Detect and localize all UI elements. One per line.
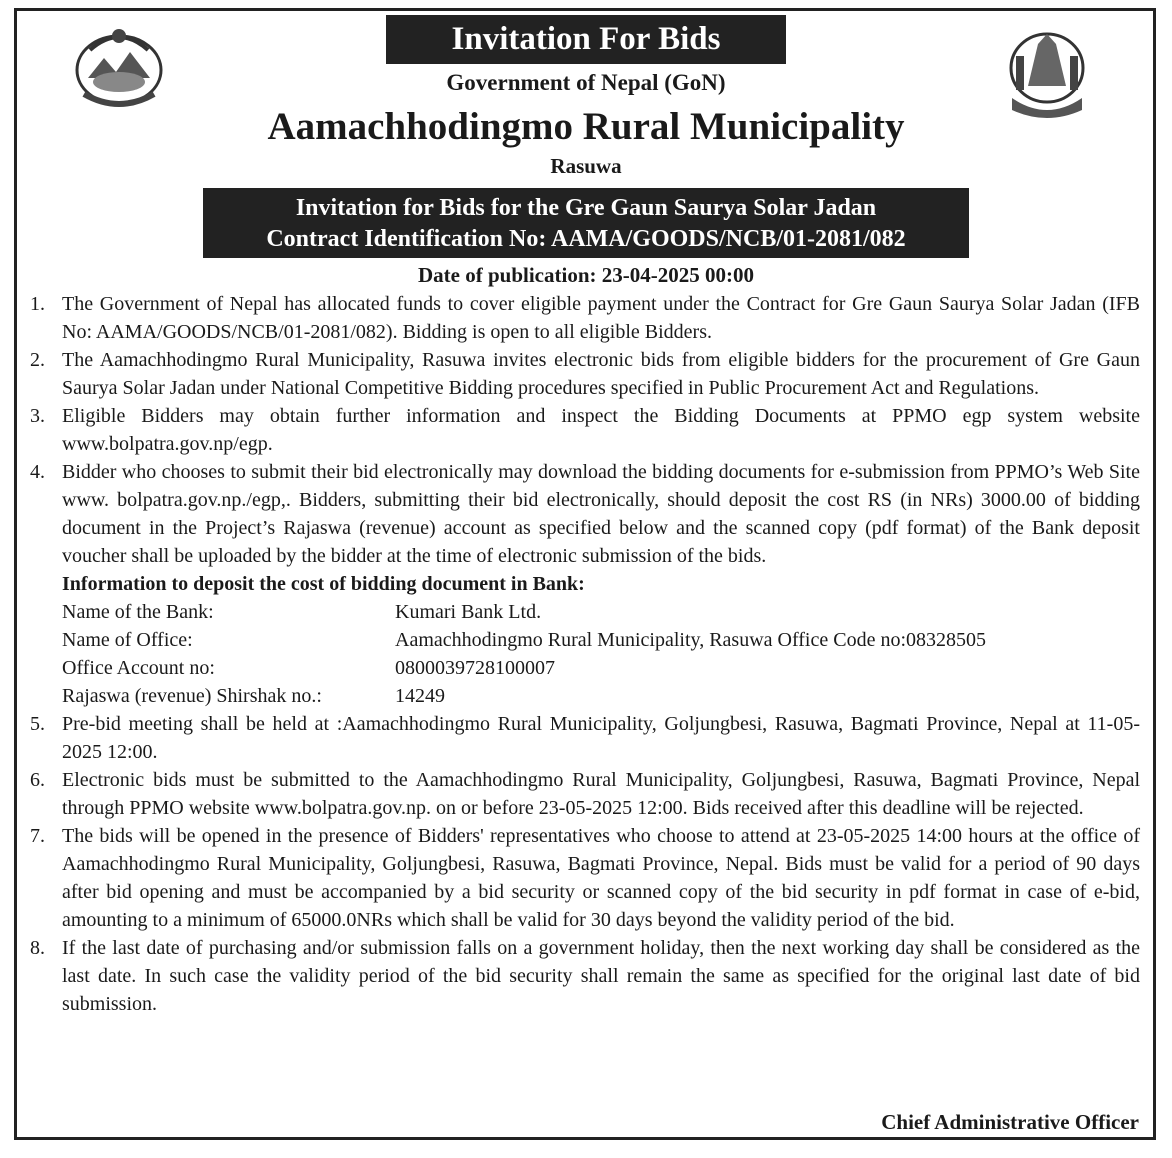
list-item: 7. The bids will be opened in the presence of Bidders' representatives who choose to attend at 23-05-2025 14:00 hours at the office of Aamachhodingmo Rural Municipality, Goljungbesi, Rasuwa, Bagmati Province, Nepal. Bids must be valid for a period of 90 days after bid opening and must be accompanied by a bid security or scanned copy of the bid security in pdf format in case of e-bid, amounting to a minimum of 65000.0NRs which shall be valid for 30 days beyond the validity period of the bid. [30,825,1140,931]
list-item: 1. The Government of Nepal has allocated funds to cover eligible payment under the Contract for Gre Gaun Saurya Solar Jadan (IFB No: AAMA/GOODS/NCB/01-2081/082). Bidding is open to all eligible Bidders. [30,293,1140,343]
bank-info-row: Name of the Bank: Kumari Bank Ltd. [62,601,542,623]
nepal-emblem-icon [70,22,168,110]
invitation-banner: Invitation For Bids [386,15,786,64]
list-item: 2. The Aamachhodingmo Rural Municipality, Rasuwa invites electronic bids from eligible bidders for the procurement of Gre Gaun Saurya Solar Jadan under National Competitive Bidding procedures specified in Public Procurement Act and Regulations. [30,349,1140,399]
list-item: 6. Electronic bids must be submitted to the Aamachhodingmo Rural Municipality, Goljungbesi, Rasuwa, Bagmati Province, Nepal through PPMO website www.bolpatra.gov.np. on or before 23-05-2025 12:00. Bids received after this deadline will be rejected. [30,769,1140,819]
bank-info-row: Name of Office: Aamachhodingmo Rural Municipality, Rasuwa Office Code no:08328505 [62,629,987,651]
contract-id: Contract Identification No: AAMA/GOODS/NCB/01-2081/082 [266,226,906,252]
bank-info-row: Rajaswa (revenue) Shirshak no.: 14249 [62,685,445,707]
bank-info-heading: Information to deposit the cost of bidding document in Bank: [62,573,585,595]
list-item: 8. If the last date of purchasing and/or submission falls on a government holiday, then the next working day shall be considered as the last date. In such case the validity period of the bid security shall remain the same as specified for the original last date of bid submission. [30,937,1140,1015]
publication-date: Date of publication: 23-04-2025 00:00 [418,263,754,287]
list-item: 5. Pre-bid meeting shall be held at :Aamachhodingmo Rural Municipality, Goljungbesi, Rasuwa, Bagmati Province, Nepal at 11-05-2025 12:00. [30,713,1140,763]
list-item: 3. Eligible Bidders may obtain further information and inspect the Bidding Documents at PPMO egp system website www.bolpatra.gov.np/egp. [30,405,1140,455]
bid-title: Invitation for Bids for the Gre Gaun Saurya Solar Jadan [295,195,877,221]
bank-info-row: Office Account no: 0800039728100007 [62,657,555,679]
government-name: Government of Nepal (GoN) [446,70,726,95]
municipality-name: Aamachhodingmo Rural Municipality [267,105,905,148]
bid-title-banner [203,188,969,258]
notice-items [30,290,1140,1018]
signature: Chief Administrative Officer [881,1110,1139,1134]
list-item: 4. Bidder who chooses to submit their bid electronically may download the bidding documents for e-submission from PPMO’s Web Site www. bolpatra.gov.np./egp,. Bidders, submitting their bid electronically, should deposit the cost RS (in NRs) 3000.00 of bidding document in the Project’s Rajaswa (revenue) account as specified below and the scanned copy (pdf format) of the Bank deposit voucher shall be uploaded by the bidder at the time of electronic submission of the bids. [30,461,1140,567]
district-name: Rasuwa [550,154,622,178]
